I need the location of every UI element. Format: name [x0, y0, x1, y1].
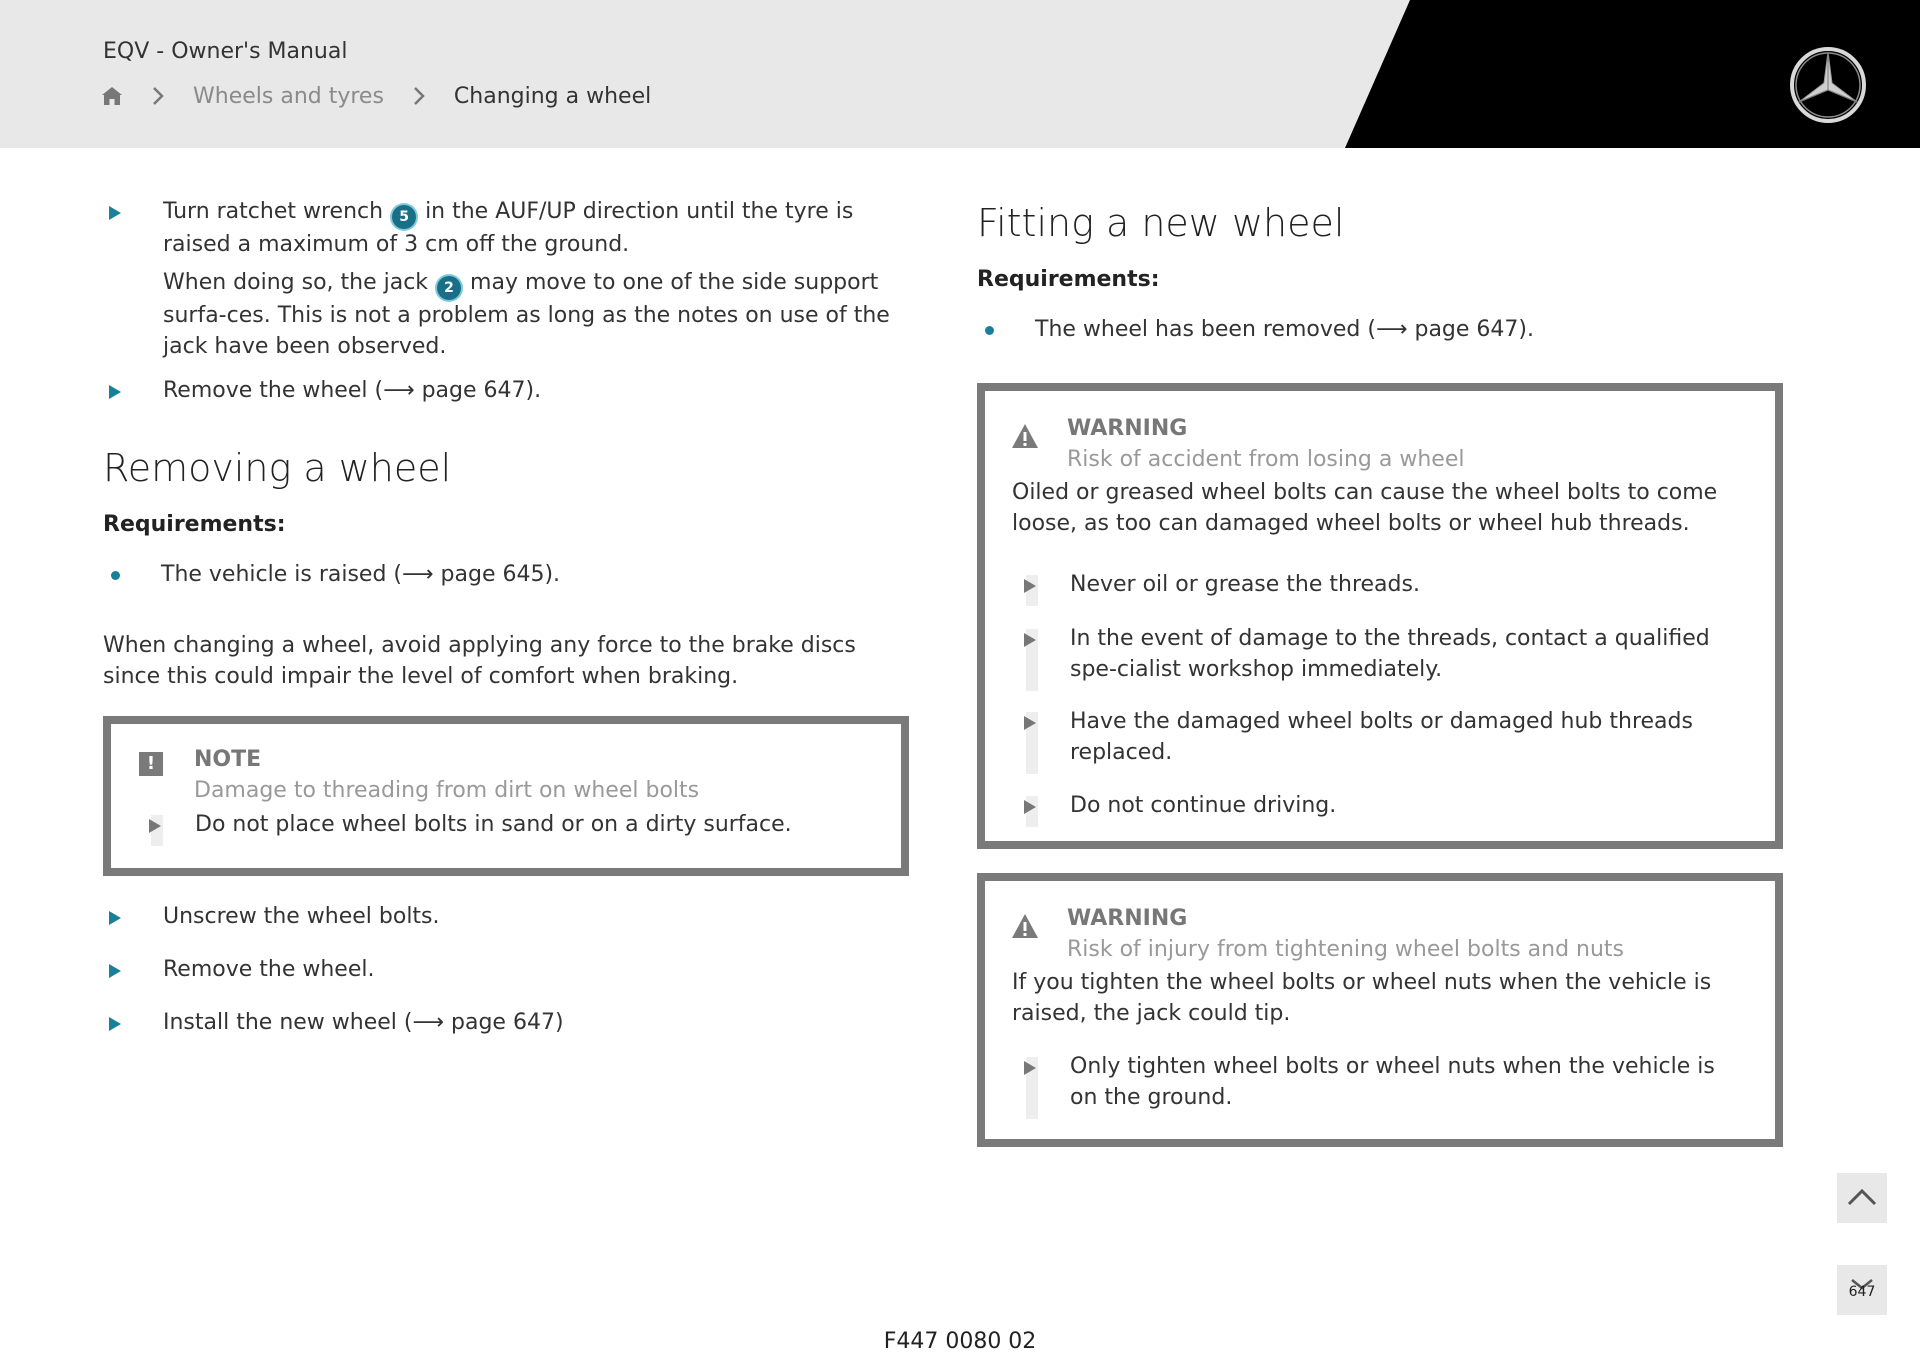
- warning-step: [1018, 569, 1738, 600]
- bullet-dot: [985, 326, 994, 335]
- requirement-text: The wheel has been removed (⟶ page 647).: [1035, 317, 1534, 342]
- breadcrumb: [101, 81, 651, 111]
- note-step-text: Do not place wheel bolts in sand or on a dirty surface.: [195, 812, 792, 837]
- step-arrow-icon: [1024, 579, 1036, 593]
- warning-box-tightening: [977, 873, 1783, 1147]
- warning-step: [1018, 623, 1738, 685]
- instruction-step: [103, 954, 909, 985]
- document-code: F447 0080 02: [883, 1329, 1037, 1354]
- requirements-label: Requirements:: [103, 512, 286, 537]
- breadcrumb-item-wheels-and-tyres[interactable]: Wheels and tyres: [193, 83, 384, 109]
- scroll-up-button[interactable]: [1837, 1173, 1887, 1223]
- chevron-right-icon: [149, 85, 167, 107]
- warning-text: If you tighten the wheel bolts or wheel nuts when the vehicle is raised, the jack could tip.: [1012, 970, 1712, 1026]
- callout-badge: 5: [392, 205, 416, 229]
- chevron-right-icon: [410, 85, 428, 107]
- step-bar: [111, 202, 123, 368]
- step-arrow-icon: [149, 819, 161, 833]
- instruction-step: [103, 1007, 909, 1038]
- warning-subtitle: Risk of injury from tightening wheel bolts and nuts: [1067, 937, 1625, 962]
- step-text: When doing so, the jack: [163, 270, 429, 295]
- step-text: may move to one of the side support surfa-ces. This is not a problem as long as the notes on use of the jack have been observed.: [163, 270, 890, 359]
- step-arrow-icon: [109, 385, 121, 399]
- instruction-step: [103, 196, 909, 362]
- requirement-text: The vehicle is raised (⟶ page 645).: [161, 562, 561, 587]
- warning-step-text: Never oil or grease the threads.: [1070, 572, 1420, 597]
- step-arrow-icon: [1024, 800, 1036, 814]
- warning-icon: [1011, 913, 1039, 939]
- requirement-item: [103, 559, 909, 590]
- chevron-up-icon: [1846, 1185, 1878, 1209]
- warning-title: WARNING: [1067, 906, 1188, 931]
- note-box: [103, 716, 909, 876]
- warning-box-losing-wheel: [977, 383, 1783, 849]
- step-arrow-icon: [109, 911, 121, 925]
- bullet-dot: [111, 571, 120, 580]
- page-header: [0, 0, 1920, 148]
- warning-step-text: Only tighten wheel bolts or wheel nuts when the vehicle is on the ground.: [1070, 1054, 1715, 1110]
- step-arrow-icon: [109, 964, 121, 978]
- section-title-removing: Removing a wheel: [103, 446, 452, 490]
- step-arrow-icon: [1024, 716, 1036, 730]
- step-paragraph: [163, 267, 909, 362]
- step-arrow-icon: [109, 1017, 121, 1031]
- warning-title: WARNING: [1067, 416, 1188, 441]
- warning-step: [1018, 1051, 1738, 1113]
- section-title-fitting: Fitting a new wheel: [977, 201, 1345, 245]
- mercedes-star-logo: [1788, 45, 1868, 125]
- warning-text: Oiled or greased wheel bolts can cause the wheel bolts to come loose, as too can damaged wheel bolts or wheel hub threads.: [1012, 480, 1718, 536]
- manual-title: EQV - Owner's Manual: [103, 39, 348, 64]
- requirement-item: [977, 314, 1783, 345]
- warning-step-text: Have the damaged wheel bolts or damaged hub threads replaced.: [1070, 709, 1693, 765]
- left-column: [103, 196, 909, 1038]
- step-text: in the AUF/UP direction until the tyre is raised a maximum of 3 cm off the ground.: [163, 199, 854, 257]
- note-step: [143, 809, 843, 840]
- warning-step: [1018, 706, 1738, 768]
- step-text: Unscrew the wheel bolts.: [163, 904, 440, 929]
- note-icon: !: [139, 752, 163, 776]
- warning-step: [1018, 790, 1738, 821]
- note-subtitle: Damage to threading from dirt on wheel bolts: [194, 778, 700, 803]
- page-number: 647: [1848, 1284, 1876, 1300]
- page-nav-button[interactable]: [1837, 1265, 1887, 1315]
- warning-subtitle: Risk of accident from losing a wheel: [1067, 447, 1465, 472]
- breadcrumb-item-changing-a-wheel: Changing a wheel: [453, 83, 652, 109]
- step-paragraph: [163, 196, 909, 260]
- warning-icon: [1011, 423, 1039, 449]
- step-arrow-icon: [109, 206, 121, 220]
- instruction-step: [103, 375, 909, 406]
- step-arrow-icon: [1024, 633, 1036, 647]
- right-column: [977, 196, 1783, 1147]
- step-arrow-icon: [1024, 1061, 1036, 1075]
- instruction-step: [103, 901, 909, 932]
- callout-badge: 2: [437, 276, 461, 300]
- step-text: Remove the wheel.: [163, 957, 375, 982]
- step-text: Turn ratchet wrench: [163, 199, 384, 224]
- warning-step-text: In the event of damage to the threads, contact a qualified spe-cialist workshop immediately.: [1070, 626, 1710, 682]
- requirements-label: Requirements:: [977, 267, 1160, 292]
- step-text: Remove the wheel (⟶ page 647).: [163, 378, 542, 403]
- note-title: NOTE: [194, 747, 262, 772]
- home-icon[interactable]: [101, 85, 123, 107]
- step-text: Install the new wheel (⟶ page 647): [163, 1010, 564, 1035]
- body-paragraph: When changing a wheel, avoid applying any force to the brake discs since this could impair the level of comfort when braking.: [103, 633, 856, 689]
- warning-step-text: Do not continue driving.: [1070, 793, 1337, 818]
